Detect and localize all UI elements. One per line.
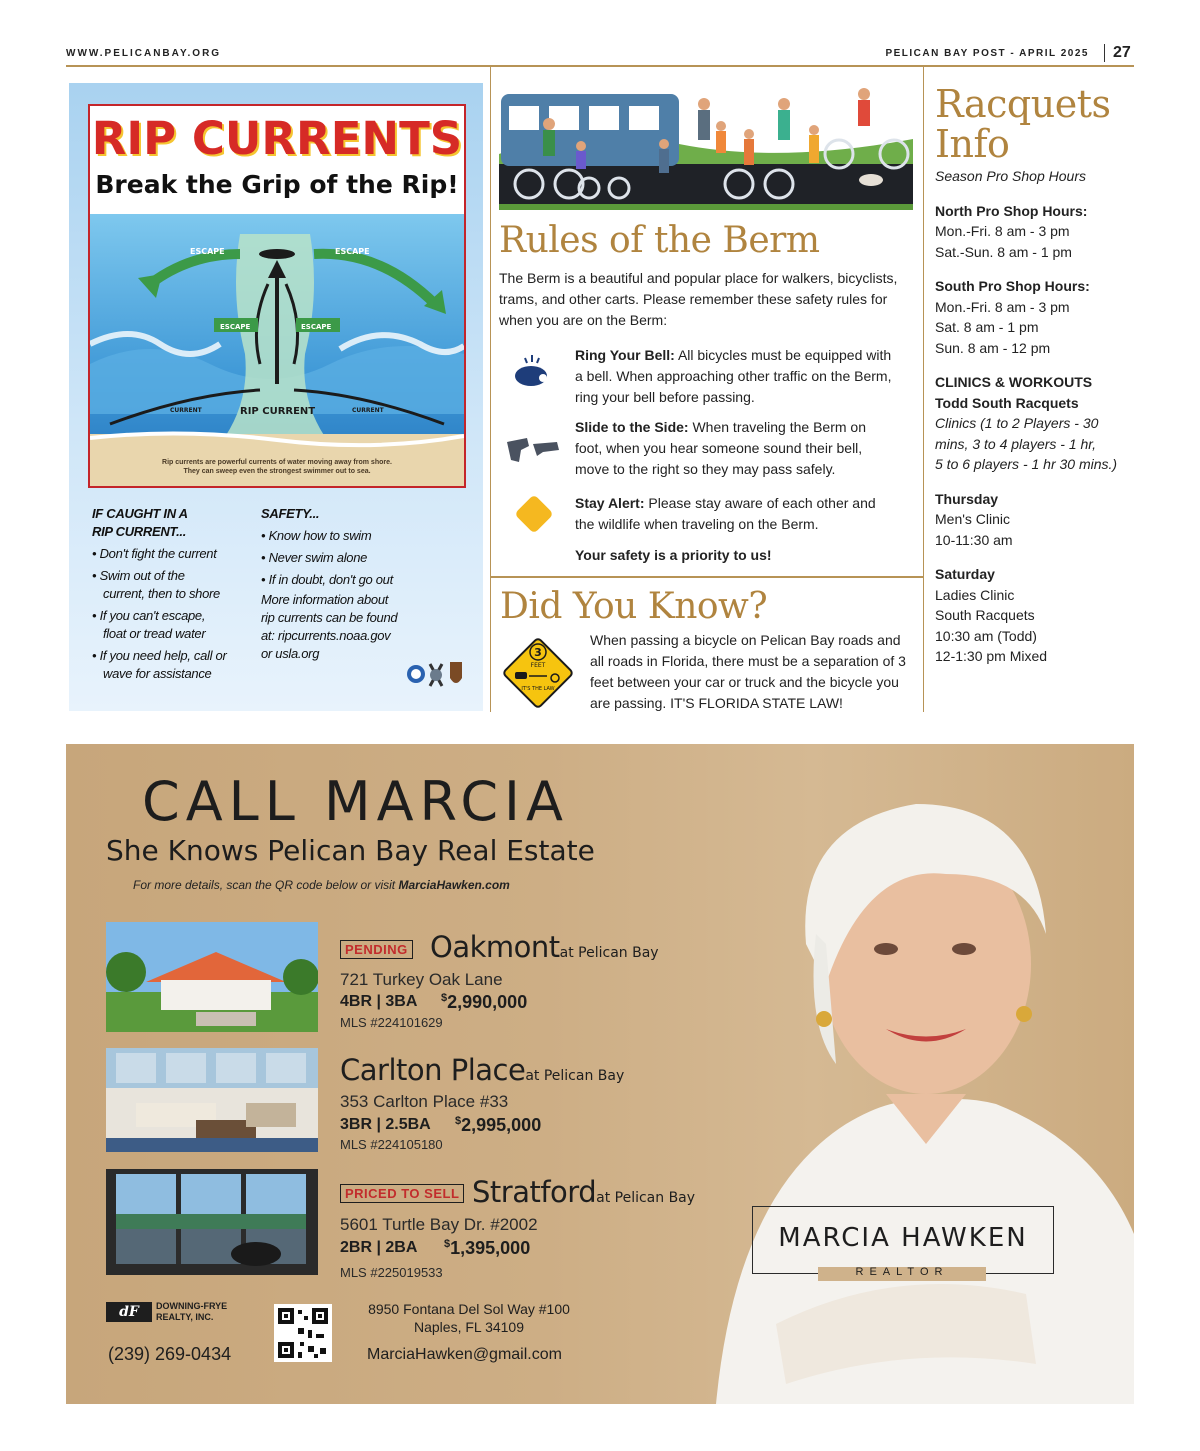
caution-sign-icon (510, 490, 558, 538)
list-item: wave for assistance (103, 666, 212, 681)
berm-title: Rules of the Berm (499, 220, 820, 261)
listing-oakmont[interactable] (106, 922, 706, 1034)
currency-symbol: $ (455, 1115, 462, 1127)
brokerage-name (156, 1301, 227, 1323)
status-badge: PENDING (340, 940, 413, 959)
schedule-line: Men's Clinic (935, 511, 1011, 527)
schedule-line: South Racquets (935, 607, 1035, 623)
sign-law: IT'S THE LAW (521, 686, 555, 692)
north-heading: North Pro Shop Hours: (935, 202, 1088, 219)
list-item: • Don't fight the current (92, 546, 217, 561)
more-info-line: More information about (261, 592, 389, 607)
website-link[interactable]: MarciaHawken.com (398, 878, 510, 892)
listing-title: Carlton Place (340, 1053, 526, 1087)
if-caught-list (92, 505, 252, 685)
clinics-line: Clinics (1 to 2 Players - 30 (935, 415, 1099, 431)
listing-address: 353 Carlton Place #33 (340, 1092, 509, 1111)
clinics-line: 5 to 6 players - 1 hr 30 mins.) (935, 456, 1118, 472)
price-value: 2,995,000 (461, 1115, 542, 1135)
listing-beds: 4BR | 3BA (340, 993, 418, 1010)
address-line: 8950 Fontana Del Sol Way #100 (368, 1301, 570, 1317)
status-badge: PRICED TO SELL (340, 1184, 464, 1203)
publication-title: PELICAN BAY POST - APRIL 2025 (885, 48, 1089, 59)
rule-text: All bicycles must be equipped with a bell. When approaching other traffic on the Berm, ring your bell before passing. (575, 347, 892, 405)
south-heading: South Pro Shop Hours: (935, 278, 1090, 294)
header-divider (66, 65, 1134, 67)
realtor-name: MARCIA HAWKEN (778, 1223, 1028, 1253)
caption-line: They can sweep even the strongest swimmer out to sea. (183, 468, 371, 475)
caption-line: Rip currents are powerful currents of water moving away from shore. (162, 459, 392, 466)
email-address[interactable]: MarciaHawken@gmail.com (367, 1346, 562, 1363)
season-label: Season Pro Shop Hours (935, 168, 1086, 184)
list-item: • Never swim alone (261, 550, 368, 565)
rule-text: Please stay aware of each other and the wildlife when traveling on the Berm. (575, 495, 876, 532)
current-label: CURRENT (352, 407, 384, 414)
escape-label: ESCAPE (220, 323, 251, 331)
schedule-line: 10:30 am (Todd) (935, 627, 1037, 644)
listing-address: 5601 Turtle Bay Dr. #2002 (340, 1215, 538, 1234)
realtor-title: REALTOR (855, 1266, 949, 1278)
column-divider-right (923, 67, 924, 712)
escape-label: ESCAPE (335, 247, 370, 256)
listing-price (455, 1115, 541, 1136)
safety-heading: SAFETY... (261, 506, 320, 521)
rip-currents-caption (100, 458, 454, 476)
section-divider (491, 576, 924, 578)
clinics-heading: CLINICS & WORKOUTS (935, 374, 1093, 390)
berm-intro: The Berm is a beautiful and popular place for walkers, bicyclists, trams, and other carts. Please remember these safety rules for when you are on the Berm: (499, 270, 898, 328)
agency-logos-icon (406, 654, 466, 690)
schedule-line: Ladies Clinic (935, 586, 1015, 603)
berm-closing: Your safety is a priority to us! (575, 547, 772, 563)
escape-label: ESCAPE (301, 323, 332, 331)
list-item: • If you need help, call or (92, 648, 227, 663)
sign-number: 3 (534, 646, 542, 659)
rule-stay-alert (575, 493, 895, 535)
saturday-heading: Saturday (935, 566, 995, 582)
rip-current-label: RIP CURRENT (240, 406, 316, 417)
listing-photo (106, 1045, 318, 1155)
schedule-line: 10-11:30 am (935, 531, 1013, 548)
listing-title: Oakmont (430, 930, 560, 964)
rip-currents-title: RIP CURRENTS (91, 112, 463, 165)
listing-address: 721 Turkey Oak Lane (340, 970, 503, 989)
realtor-advertisement (66, 744, 1134, 1404)
clinics-line: mins, 3 to 4 players - 1 hr, (935, 435, 1097, 452)
website-url: WWW.PELICANBAY.ORG (66, 48, 222, 59)
berm-illustration (499, 84, 913, 212)
current-label: CURRENT (170, 407, 202, 414)
list-item: • Know how to swim (261, 528, 372, 543)
listing-carlton-place[interactable] (106, 1045, 706, 1157)
list-item: current, then to shore (103, 586, 220, 601)
brokerage-line: REALTY, INC. (156, 1312, 214, 1322)
currency-symbol: $ (444, 1238, 451, 1250)
brokerage-logo: dF (106, 1302, 152, 1322)
rip-currents-subtitle: Break the Grip of the Rip! (95, 170, 459, 199)
thursday-heading: Thursday (935, 490, 999, 507)
phone-number[interactable]: (239) 269-0434 (108, 1344, 232, 1364)
hours-line: Mon.-Fri. 8 am - 3 pm (935, 298, 1070, 315)
listing-price (444, 1238, 530, 1259)
clinics-location: Todd South Racquets (935, 394, 1079, 411)
sign-unit: FEET (530, 662, 546, 669)
footprints-icon (503, 432, 561, 466)
qr-code-icon[interactable] (274, 1304, 332, 1362)
list-item: • If you can't escape, (92, 608, 206, 623)
rule-label: Slide to the Side: (575, 419, 689, 435)
price-value: 1,395,000 (450, 1238, 531, 1258)
rule-label: Ring Your Bell: (575, 347, 675, 363)
rule-text: When traveling the Berm on foot, when you hear someone sound their bell, move to the right so they may pass safely. (575, 419, 866, 477)
three-feet-sign-icon (499, 634, 577, 712)
listing-price (441, 992, 527, 1013)
brokerage-line: DOWNING-FRYE (156, 1301, 228, 1311)
list-item: float or tread water (103, 626, 206, 641)
more-info-line: or usla.org (261, 646, 320, 661)
more-info-line: rip currents can be found (261, 610, 398, 625)
column-divider-left (490, 67, 491, 712)
rip-current-illustration (90, 214, 464, 486)
price-value: 2,990,000 (447, 992, 528, 1012)
racquets-title-line: Info (935, 122, 1010, 166)
rule-label: Stay Alert: (575, 495, 645, 511)
listing-photo (106, 1167, 318, 1277)
listing-title: Stratford (472, 1175, 597, 1209)
hours-line: Sat.-Sun. 8 am - 1 pm (935, 243, 1072, 260)
hours-line: Sun. 8 am - 12 pm (935, 339, 1051, 356)
more-info-line: at: ripcurrents.noaa.gov (261, 628, 391, 643)
rule-slide-side (575, 417, 895, 480)
escape-label: ESCAPE (190, 247, 225, 256)
hours-line: Sat. 8 am - 1 pm (935, 319, 1039, 335)
office-address (356, 1300, 582, 1336)
listing-beds: 2BR | 2BA (340, 1239, 418, 1256)
listing-location: at Pelican Bay (525, 1068, 625, 1084)
currency-symbol: $ (441, 992, 448, 1004)
realtor-portrait (696, 764, 1134, 1404)
listing-name (340, 1053, 624, 1087)
list-item: • If in doubt, don't go out (261, 572, 393, 587)
rip-currents-diagram (88, 104, 466, 488)
if-caught-heading: IF CAUGHT IN A (92, 506, 188, 521)
realtor-nameplate (752, 1206, 1054, 1274)
if-caught-heading: RIP CURRENT... (92, 524, 187, 539)
racquets-title (935, 84, 1110, 164)
did-you-know-title: Did You Know? (500, 586, 768, 627)
details-text: For more details, scan the QR code below or visit (133, 878, 399, 892)
listing-photo (106, 922, 318, 1032)
listing-name (472, 1175, 695, 1209)
address-line: Naples, FL 34109 (414, 1319, 524, 1335)
listing-location: at Pelican Bay (596, 1190, 696, 1206)
listing-name (430, 930, 659, 964)
listing-mls: MLS #224105180 (340, 1137, 443, 1152)
ad-details (133, 878, 510, 892)
listing-mls: MLS #224101629 (340, 1015, 443, 1030)
schedule-line: 12-1:30 pm Mixed (935, 648, 1048, 664)
rule-ring-bell (575, 345, 895, 408)
ad-tagline: She Knows Pelican Bay Real Estate (106, 834, 595, 867)
did-you-know-text: When passing a bicycle on Pelican Bay roads and all roads in Florida, there must be a separation of 3 feet between your car or truck and the bicycle you are passing. IT'S FLORIDA STATE LAW! (590, 632, 906, 711)
ad-headline: CALL MARCIA (142, 770, 569, 833)
list-item: • Swim out of the (92, 568, 185, 583)
racquets-body (935, 166, 1145, 667)
listing-beds: 3BR | 2.5BA (340, 1116, 431, 1133)
page-number: 27 (1104, 44, 1131, 62)
safety-list (261, 505, 421, 663)
hours-line: Mon.-Fri. 8 am - 3 pm (935, 223, 1070, 239)
racquets-title-line: Racquets (935, 82, 1111, 126)
listing-location: at Pelican Bay (559, 945, 659, 961)
listing-mls: MLS #225019533 (340, 1265, 443, 1280)
bell-icon (511, 350, 553, 392)
listing-stratford[interactable] (106, 1167, 706, 1279)
